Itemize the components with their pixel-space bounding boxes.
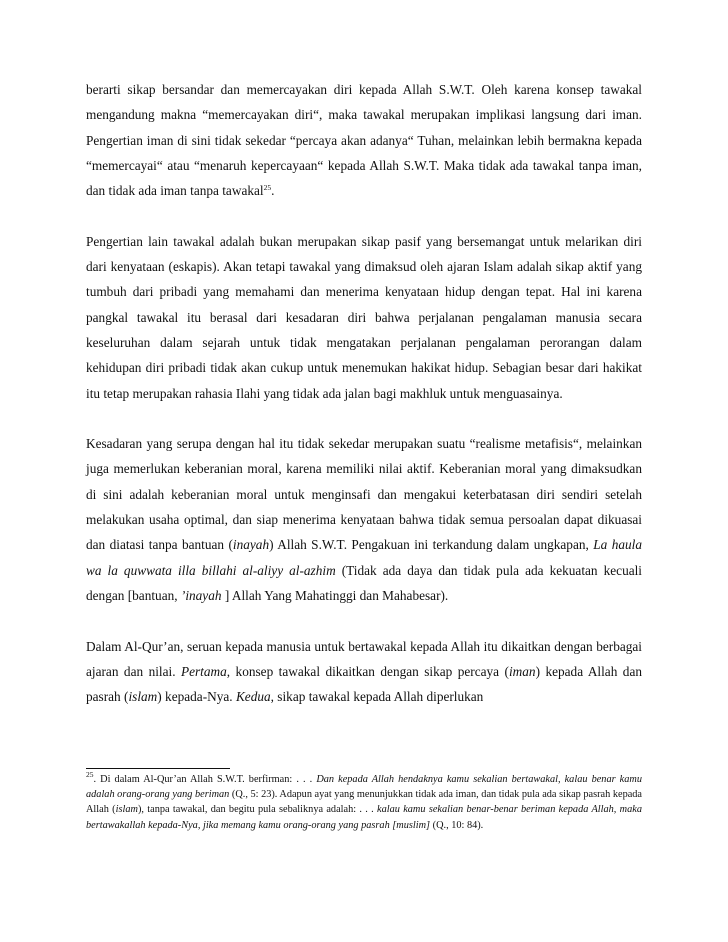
text-run: berarti sikap bersandar dan memercayakan diri kepada Allah S.W.T. Oleh karena konsep tawakal mengandung makna “memercayakan diri“, maka tawakal merupakan implikasi langsung dari iman. Pengertian iman di sini tidak sekedar “percaya akan adanya“ Tuhan, melainkan lebih bermakna kepada “memercayai“ atau “menaruh kepercayaan“ kepada Allah S.W.T. Maka tidak ada tawakal tanpa iman, dan tidak ada iman tanpa tawakal (86, 82, 642, 199)
footnote-ref: 25 (263, 183, 272, 193)
text-run: ] Allah Yang Mahatinggi dan Mahabesar). (221, 587, 449, 603)
text-run: ) Allah S.W.T. Pengakuan ini terkandung dalam ungkapan, (269, 537, 594, 553)
text-run: . (271, 183, 275, 199)
italic-text: kalau kamu sekalian benar-benar beriman kepada Allah, maka bertawakallah kepada-Nya, jika memang kamu orang-orang yang pasrah [muslim] (86, 804, 642, 831)
text-run: Pengertian lain tawakal adalah bukan merupakan sikap pasif yang bersemangat untuk melarikan diri dari kenyataan (eskapis). Akan tetapi tawakal yang dimaksud oleh ajaran Islam adalah sikap aktif yang tumbuh dari pribadi yang memahami dan menerima kenyataan hidup dengan tepat. Hal ini karena pangkal tawakal itu berasal dari kesadaran diri bahwa perjalanan pengalaman manusia secara keseluruhan dalam sejarah untuk tidak mengatakan perjalanan pengalaman perorangan dalam kehidupan diri pribadi tidak akan cukup untuk menemukan hakikat hidup. Sebagian besar dari hakikat itu tetap merupakan rahasia Ilahi yang tidak ada jalan bagi makhluk untuk menguasainya. (86, 233, 642, 401)
paragraph-1 (86, 77, 642, 203)
italic-text: inayah (232, 537, 270, 553)
italic-text: Pertama (180, 663, 227, 679)
text-run: (Q., 5: 23). Adapun ayat yang menunjukkan tidak ada iman, dan tidak pula ada sikap pasrah kepada Allah ( (86, 789, 643, 816)
text-run: Kesadaran yang serupa dengan hal itu tidak sekedar merupakan suatu “realisme metafisis“, melainkan juga memerlukan keberanian moral, karena memiliki nilai aktif. Keberanian moral yang dimaksudkan di sini adalah keberanian moral untuk menginsafi dan mengakui keterbatasan diri sendiri setelah melakukan usaha optimal, dan siap menerima kenyataan bahwa tidak semua persoalan dapat dikuasai dan diatasi tanpa bantuan ( (86, 436, 642, 553)
paragraph-2 (86, 229, 642, 406)
footnote-25 (86, 772, 642, 833)
italic-text: islam (128, 689, 158, 705)
paragraph-3 (86, 431, 642, 608)
text-run: . Di dalam Al-Qur’an Allah S.W.T. berfirman: . . . (93, 774, 317, 785)
text-run: (Tidak ada daya dan tidak pula ada kekuatan kecuali dengan [bantuan, (86, 562, 643, 603)
italic-text: Kedua (235, 689, 271, 705)
italic-text: ’inayah (180, 587, 222, 603)
text-run: ) kepada-Nya. (157, 689, 236, 705)
text-run: (Q., 10: 84). (430, 819, 484, 831)
text-run: ), tanpa tawakal, dan begitu pula sebaliknya adalah: . . . (137, 804, 378, 816)
paragraph-4 (86, 634, 642, 710)
footnote-ref: 25 (86, 770, 94, 779)
body-text (86, 77, 642, 709)
italic-text: islam (115, 804, 138, 816)
footnote-separator (86, 768, 230, 769)
italic-text: Dan kepada Allah hendaknya kamu sekalian bertawakal, kalau benar kamu adalah orang-orang yang beriman (86, 774, 642, 801)
footnote (86, 772, 642, 833)
text-run: Dalam Al-Qur’an, seruan kepada manusia untuk bertawakal kepada Allah itu dikaitkan dengan berbagai ajaran dan nilai. (86, 638, 642, 679)
text-run: , sikap tawakal kepada Allah diperlukan (270, 689, 484, 705)
italic-text: La haula wa la quwwata illa billahi al-aliyy al-azhim (86, 537, 642, 578)
italic-text: iman (508, 663, 536, 679)
text-run: , konsep tawakal dikaitkan dengan sikap percaya ( (226, 663, 509, 679)
text-run: ) kepada Allah dan pasrah ( (86, 663, 643, 705)
